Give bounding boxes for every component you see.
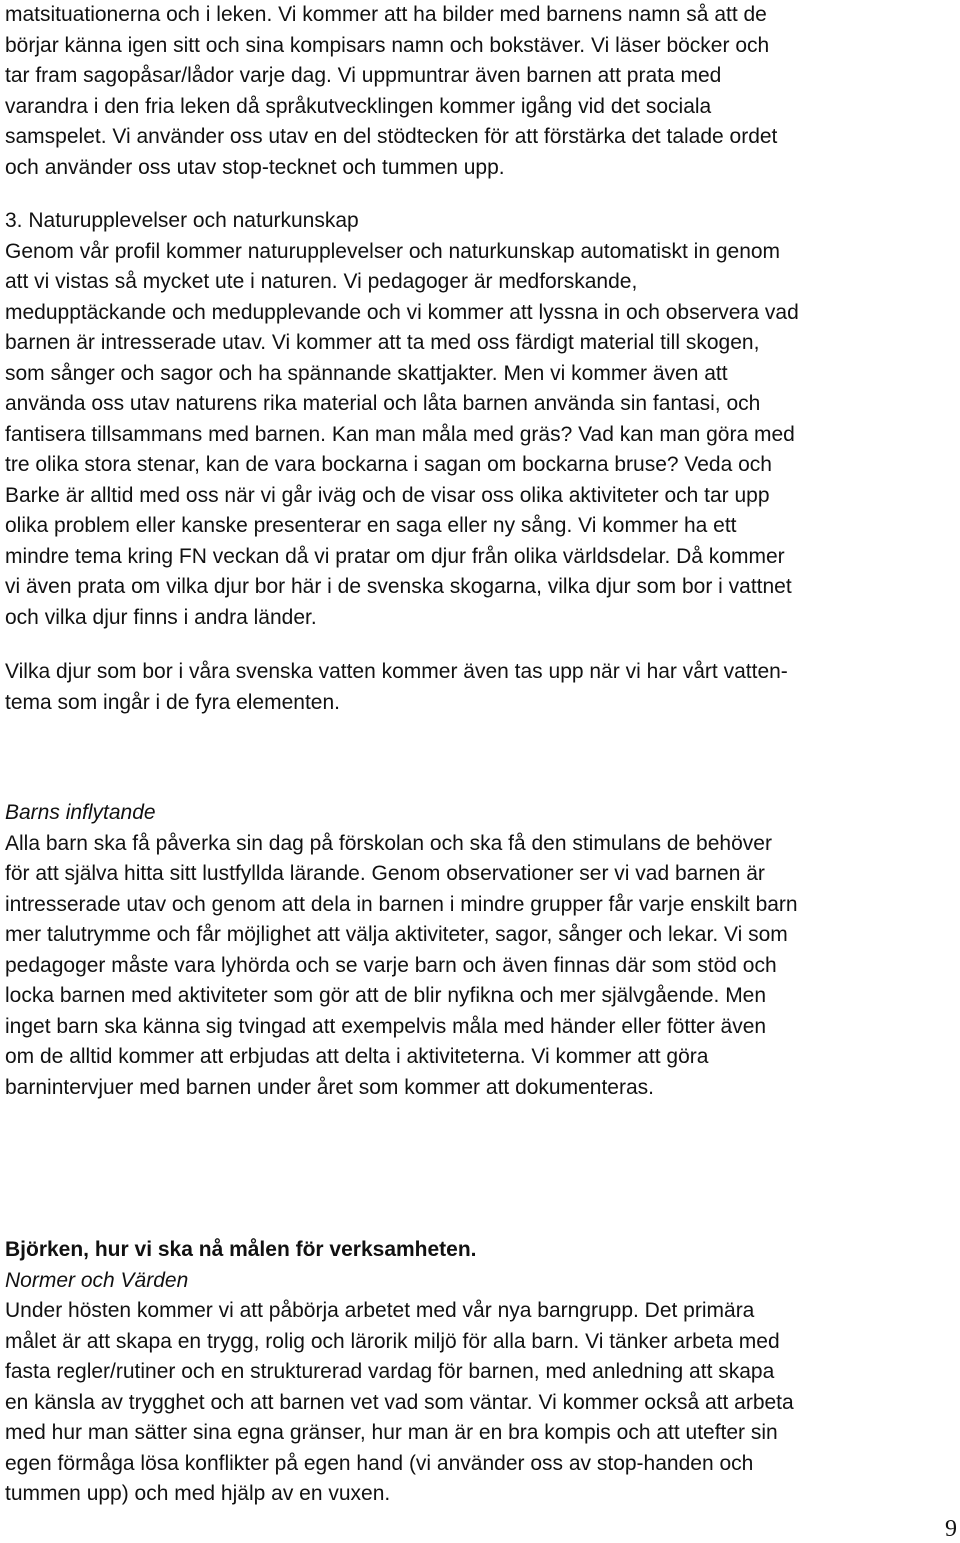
text-line: fantisera tillsammans med barnen. Kan man måla med gräs? Vad kan man göra med bbox=[5, 422, 795, 446]
text-line: för att själva hitta sitt lustfyllda lärande. Genom observationer ser vi vad barnen är bbox=[5, 862, 765, 885]
section-bjorken bbox=[5, 1235, 960, 1510]
text-line: Alla barn ska få påverka sin dag på förskolan och ska få den stimulans de behöver bbox=[5, 831, 772, 855]
page-number: 9 bbox=[945, 1516, 957, 1542]
text-line: med hur man sätter sina egna gränser, hur man är en bra kompis och att utefter sin bbox=[5, 1421, 778, 1444]
section-heading: Barns inflytande bbox=[5, 801, 156, 824]
section-naturupplevelser bbox=[5, 206, 960, 633]
intro-paragraph bbox=[5, 0, 960, 183]
text-line: barnen är intresserade utav. Vi kommer att ta med oss färdigt material till skogen, bbox=[5, 331, 760, 354]
text-line: pedagoger måste vara lyhörda och se varje barn och även finnas där som stöd och bbox=[5, 953, 777, 977]
text-line: om de alltid kommer att erbjudas att delta i aktiviteterna. Vi kommer att göra bbox=[5, 1045, 709, 1068]
text-line: mindre tema kring FN veckan då vi pratar om djur från olika världsdelar. Då kommer bbox=[5, 544, 785, 568]
section-heading: 3. Naturupplevelser och naturkunskap bbox=[5, 209, 359, 232]
section-heading: Björken, hur vi ska nå målen för verksamheten. bbox=[5, 1238, 477, 1261]
text-line: samspelet. Vi använder oss utav en del stödtecken för att förstärka det talade ordet bbox=[5, 125, 778, 148]
text-line: medupptäckande och medupplevande och vi kommer att lyssna in och observera vad bbox=[5, 300, 799, 324]
text-line: tummen upp) och med hjälp av en vuxen. bbox=[5, 1482, 391, 1505]
text-line: locka barnen med aktiviteter som gör att de blir nyfikna och mer självgående. Men bbox=[5, 984, 767, 1007]
text-line: varandra i den fria leken då språkutvecklingen kommer igång vid det sociala bbox=[5, 94, 712, 118]
text-line: Under hösten kommer vi att påbörja arbetet med vår nya barngrupp. Det primära bbox=[5, 1299, 755, 1322]
text-line: och vilka djur finns i andra länder. bbox=[5, 605, 317, 629]
text-line: inget barn ska känna sig tvingad att exempelvis måla med händer eller fötter även bbox=[5, 1014, 767, 1038]
text-line: fasta regler/rutiner och en strukturerad vardag för barnen, med anledning att skapa bbox=[5, 1360, 775, 1383]
text-line: målet är att skapa en trygg, rolig och lärorik miljö för alla barn. Vi tänker arbeta med bbox=[5, 1329, 780, 1353]
water-paragraph bbox=[5, 657, 960, 718]
text-line: intresserade utav och genom att dela in barnen i mindre grupper får varje enskilt barn bbox=[5, 892, 798, 916]
section-subheading: Normer och Värden bbox=[5, 1268, 189, 1292]
text-line: vi även prata om vilka djur bor här i de svenska skogarna, vilka djur som bor i vattnet bbox=[5, 575, 792, 598]
text-line: mer talutrymme och får möjlighet att välja aktiviteter, sagor, sånger och lekar. Vi som bbox=[5, 923, 788, 946]
text-line: börjar känna igen sitt och sina kompisars namn och bokstäver. Vi läser böcker och bbox=[5, 33, 770, 57]
text-line: egen förmåga lösa konflikter på egen hand (vi använder oss av stop-handen och bbox=[5, 1451, 754, 1475]
text-line: använda oss utav naturens rika material och låta barnen använda sin fantasi, och bbox=[5, 392, 761, 415]
text-line: Vilka djur som bor i våra svenska vatten kommer även tas upp när vi har vårt vatten- bbox=[5, 660, 788, 683]
section-barns-inflytande bbox=[5, 798, 960, 1103]
text-line: Barke är alltid med oss när vi går iväg och de visar oss olika aktiviteter och tar upp bbox=[5, 483, 770, 507]
text-line: en känsla av trygghet och att barnen vet vad som väntar. Vi kommer också att arbeta bbox=[5, 1390, 794, 1414]
text-line: Genom vår profil kommer naturupplevelser och naturkunskap automatiskt in genom bbox=[5, 239, 781, 263]
text-line: att vi vistas så mycket ute i naturen. Vi pedagoger är medforskande, bbox=[5, 270, 638, 293]
text-line: tre olika stora stenar, kan de vara bockarna i sagan om bockarna bruse? Veda och bbox=[5, 453, 772, 476]
text-line: och använder oss utav stop-tecknet och tummen upp. bbox=[5, 155, 505, 179]
text-line: som sånger och sagor och ha spännande skattjakter. Men vi kommer även att bbox=[5, 361, 728, 385]
text-line: barnintervjuer med barnen under året som kommer att dokumenteras. bbox=[5, 1075, 654, 1099]
text-line: olika problem eller kanske presenterar en saga eller ny sång. Vi kommer ha ett bbox=[5, 514, 737, 537]
text-line: tema som ingår i de fyra elementen. bbox=[5, 690, 340, 714]
text-line: matsituationerna och i leken. Vi kommer att ha bilder med barnens namn så att de bbox=[5, 3, 767, 26]
text-line: tar fram sagopåsar/lådor varje dag. Vi uppmuntrar även barnen att prata med bbox=[5, 64, 722, 87]
